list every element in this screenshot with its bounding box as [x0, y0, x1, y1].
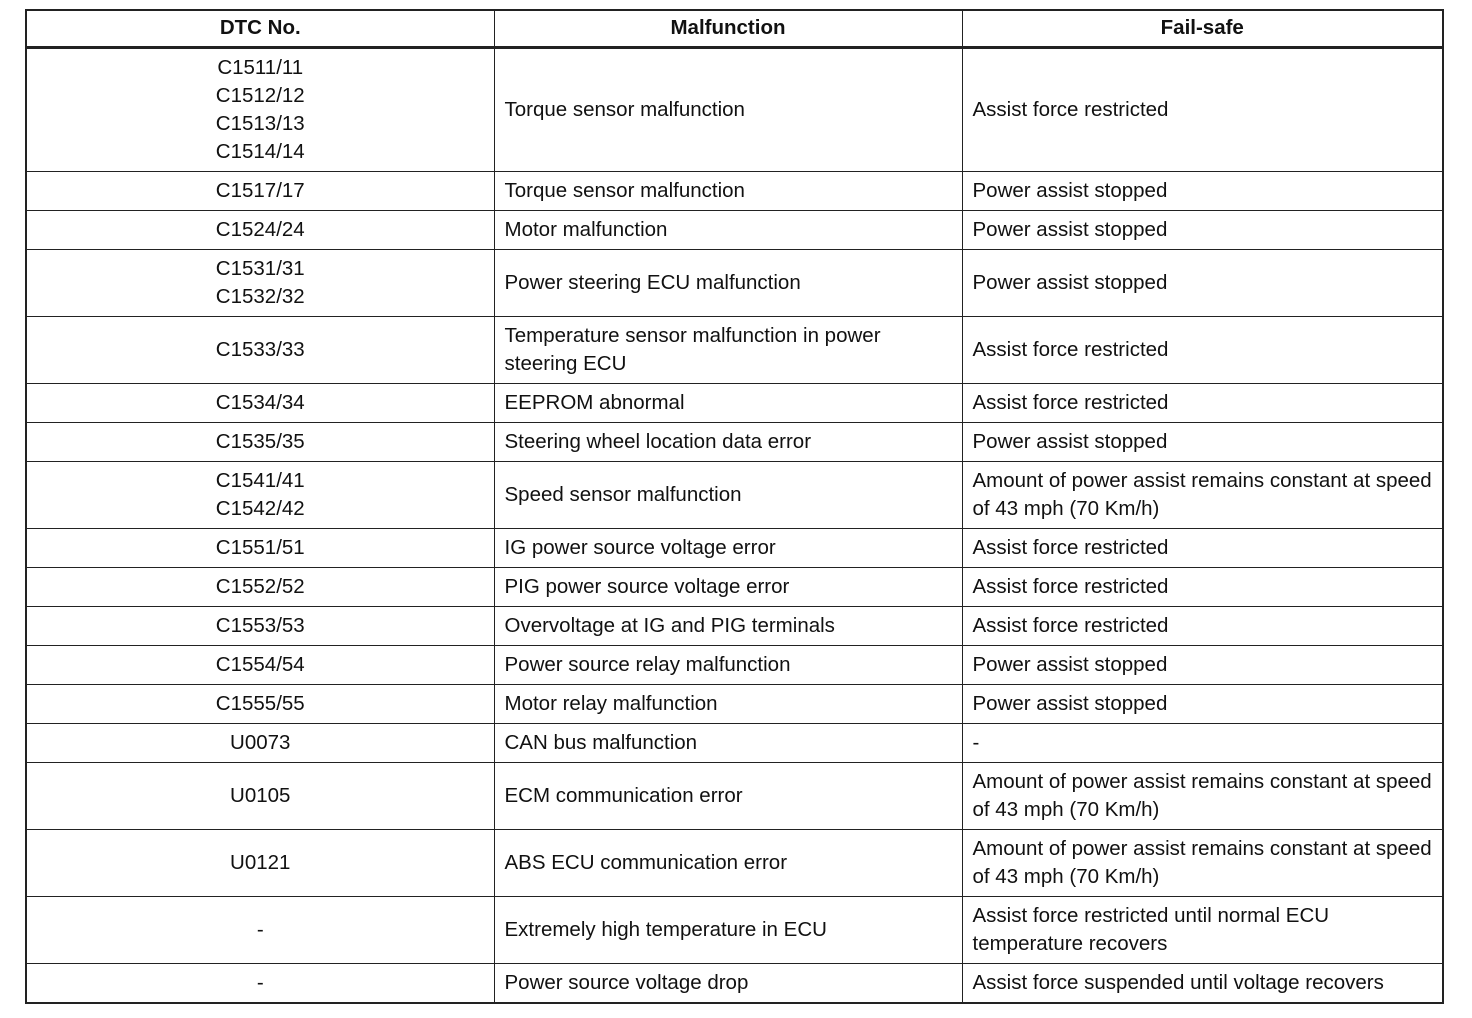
dtc-code-cell — [26, 684, 494, 723]
malfunction-cell: ABS ECU communication error — [494, 829, 962, 896]
dtc-code-cell — [26, 645, 494, 684]
dtc-code: C1524/24 — [215, 217, 305, 241]
malfunction-cell: Torque sensor malfunction — [494, 47, 962, 171]
table-row — [26, 528, 1443, 567]
table-row — [26, 723, 1443, 762]
table-row — [26, 47, 1443, 171]
dtc-code: C1542/42 — [215, 496, 305, 520]
dtc-code-cell — [26, 567, 494, 606]
dtc-code-cell — [26, 963, 494, 1003]
fail-safe-cell: Power assist stopped — [962, 171, 1443, 210]
dtc-code: U0121 — [230, 850, 291, 874]
malfunction-cell: PIG power source voltage error — [494, 567, 962, 606]
header-dtc-no: DTC No. — [26, 10, 494, 47]
table-row — [26, 645, 1443, 684]
dtc-code-cell — [26, 723, 494, 762]
dtc-code-cell — [26, 171, 494, 210]
fail-safe-cell: Power assist stopped — [962, 422, 1443, 461]
fail-safe-cell: Assist force restricted — [962, 316, 1443, 383]
dtc-code: U0105 — [230, 783, 291, 807]
fail-safe-cell: Power assist stopped — [962, 684, 1443, 723]
fail-safe-cell: Assist force restricted — [962, 606, 1443, 645]
malfunction-cell: Torque sensor malfunction — [494, 171, 962, 210]
malfunction-cell: Overvoltage at IG and PIG terminals — [494, 606, 962, 645]
fail-safe-cell: Assist force restricted — [962, 47, 1443, 171]
fail-safe-cell: Amount of power assist remains constant at speed of 43 mph (70 Km/h) — [962, 461, 1443, 528]
dtc-code: C1552/52 — [215, 574, 305, 598]
malfunction-cell: Motor relay malfunction — [494, 684, 962, 723]
malfunction-cell: EEPROM abnormal — [494, 383, 962, 422]
fail-safe-cell: Amount of power assist remains constant at speed of 43 mph (70 Km/h) — [962, 829, 1443, 896]
dtc-code: C1514/14 — [215, 139, 305, 163]
table-row — [26, 963, 1443, 1003]
malfunction-cell: CAN bus malfunction — [494, 723, 962, 762]
malfunction-cell: Temperature sensor malfunction in power steering ECU — [494, 316, 962, 383]
dtc-code-cell — [26, 422, 494, 461]
malfunction-cell: Steering wheel location data error — [494, 422, 962, 461]
header-fail-safe: Fail-safe — [962, 10, 1443, 47]
fail-safe-cell: Power assist stopped — [962, 249, 1443, 316]
dtc-code-cell — [26, 762, 494, 829]
dtc-code: C1534/34 — [215, 390, 305, 414]
fail-safe-cell: Assist force restricted — [962, 383, 1443, 422]
header-malfunction: Malfunction — [494, 10, 962, 47]
dtc-code-cell — [26, 47, 494, 171]
dtc-code-cell — [26, 829, 494, 896]
malfunction-cell: Motor malfunction — [494, 210, 962, 249]
fail-safe-cell: Assist force restricted — [962, 528, 1443, 567]
malfunction-cell: Extremely high temperature in ECU — [494, 896, 962, 963]
dtc-code-cell — [26, 606, 494, 645]
table-row — [26, 829, 1443, 896]
table-row — [26, 684, 1443, 723]
table-row — [26, 210, 1443, 249]
malfunction-cell: Power source voltage drop — [494, 963, 962, 1003]
dtc-code: C1554/54 — [215, 652, 305, 676]
dtc-code-cell — [26, 383, 494, 422]
table-row — [26, 316, 1443, 383]
dtc-code-cell — [26, 210, 494, 249]
fail-safe-cell: Power assist stopped — [962, 210, 1443, 249]
table-body — [26, 47, 1443, 1003]
dtc-code: - — [256, 917, 264, 941]
malfunction-cell: IG power source voltage error — [494, 528, 962, 567]
malfunction-cell: ECM communication error — [494, 762, 962, 829]
dtc-failsafe-table — [25, 9, 1444, 1004]
dtc-code: U0073 — [230, 730, 291, 754]
dtc-code-cell — [26, 316, 494, 383]
dtc-code-cell — [26, 249, 494, 316]
dtc-code: C1511/11 — [217, 55, 304, 79]
dtc-code-cell — [26, 896, 494, 963]
header-row — [26, 10, 1443, 47]
dtc-code: C1541/41 — [215, 468, 305, 492]
dtc-code: C1517/17 — [215, 178, 305, 202]
fail-safe-cell: Assist force restricted until normal ECU temperature recovers — [962, 896, 1443, 963]
table-row — [26, 383, 1443, 422]
fail-safe-cell: Power assist stopped — [962, 645, 1443, 684]
dtc-code: C1555/55 — [215, 691, 305, 715]
dtc-code-cell — [26, 461, 494, 528]
table-row — [26, 896, 1443, 963]
dtc-code-cell — [26, 528, 494, 567]
table-row — [26, 606, 1443, 645]
fail-safe-cell: Amount of power assist remains constant at speed of 43 mph (70 Km/h) — [962, 762, 1443, 829]
table-row — [26, 171, 1443, 210]
malfunction-cell: Power steering ECU malfunction — [494, 249, 962, 316]
dtc-code: C1532/32 — [215, 284, 305, 308]
malfunction-cell: Power source relay malfunction — [494, 645, 962, 684]
dtc-code: C1513/13 — [215, 111, 305, 135]
dtc-code: C1531/31 — [215, 256, 305, 280]
table-row — [26, 461, 1443, 528]
dtc-code: - — [256, 970, 264, 994]
fail-safe-cell: Assist force restricted — [962, 567, 1443, 606]
dtc-code: C1535/35 — [215, 429, 305, 453]
fail-safe-cell: Assist force suspended until voltage recovers — [962, 963, 1443, 1003]
table-row — [26, 249, 1443, 316]
fail-safe-cell: - — [962, 723, 1443, 762]
malfunction-cell: Speed sensor malfunction — [494, 461, 962, 528]
dtc-code: C1533/33 — [215, 337, 305, 361]
table-row — [26, 762, 1443, 829]
dtc-code: C1551/51 — [215, 535, 305, 559]
dtc-code: C1512/12 — [215, 83, 305, 107]
table-row — [26, 567, 1443, 606]
table-row — [26, 422, 1443, 461]
dtc-code: C1553/53 — [215, 613, 305, 637]
